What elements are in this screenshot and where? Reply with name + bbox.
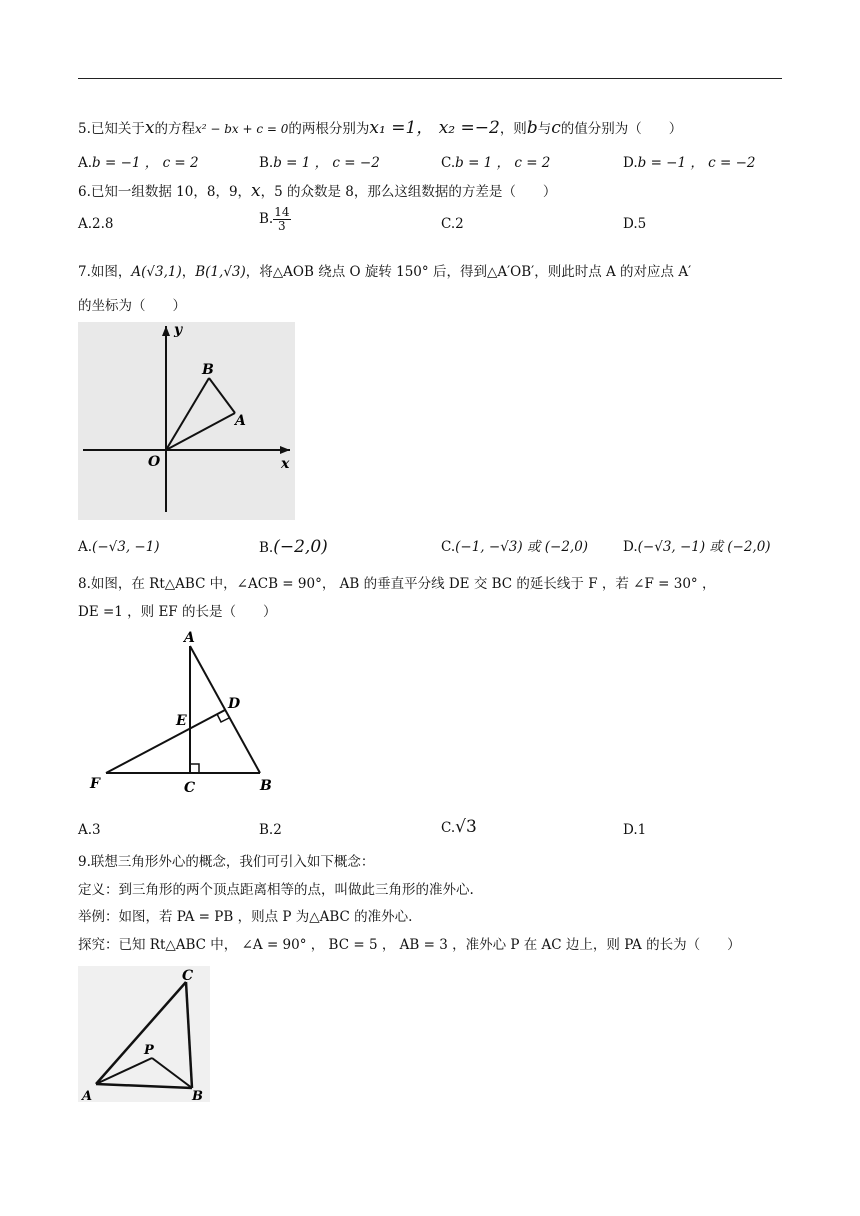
q7-x-arrow (280, 446, 290, 454)
q8-option-b-text: 2 (273, 822, 282, 838)
q5-option-b-text: b = 1 ， c = −2 (273, 155, 380, 171)
q8-label-f: F (90, 776, 100, 792)
q5-yu: 与 (537, 121, 552, 137)
q8-option-a-text: 3 (92, 822, 101, 838)
q6-option-c-text: 2 (455, 216, 464, 232)
q8-segment-fd (106, 710, 225, 773)
q8-option-a-label: A. (78, 822, 93, 838)
q5-equation: x² − bx + c = 0 (194, 122, 289, 136)
q8-option-d[interactable] (623, 821, 646, 839)
q8-option-b-label: B. (259, 822, 274, 838)
q8-right-angle-c (190, 764, 199, 773)
q7-label-b: B (202, 362, 214, 378)
q8-label-b: B (260, 778, 272, 794)
q6-option-b-fraction (273, 206, 290, 233)
q7-option-d[interactable] (623, 538, 771, 556)
q7-figure-svg (78, 322, 295, 520)
q6-option-a-text: 2.8 (92, 216, 114, 232)
q7-figure (78, 322, 295, 520)
q6-option-a[interactable] (78, 215, 114, 233)
q9-label-a: A (82, 1089, 93, 1102)
q6-stem-b: ，5 的众数是 8，那么这组数据的方差是（ ） (260, 184, 557, 200)
q7-option-b-label: B. (259, 540, 274, 556)
q5-var-b: b (526, 118, 538, 138)
q5-option-a[interactable] (78, 154, 199, 172)
q6-frac-den: 3 (278, 219, 286, 233)
q8-option-c-text: √3 (455, 817, 477, 837)
q5-stem-c: 的两根分别为 (288, 121, 370, 137)
q8-figure (78, 628, 278, 798)
q6-frac-num: 14 (274, 205, 290, 219)
q7-label-o: O (148, 454, 161, 470)
q6-option-c-label: C. (441, 216, 456, 232)
header-rule (78, 78, 782, 79)
q9-segment-ac (96, 982, 186, 1084)
q6-option-b[interactable] (259, 206, 291, 233)
q8-segment-ab (190, 646, 260, 773)
q8-label-a: A (184, 630, 195, 646)
q9-figure-svg (78, 966, 210, 1102)
q8-option-b[interactable] (259, 821, 282, 839)
q6-option-d-label: D. (623, 216, 638, 232)
q6-stem (78, 182, 556, 201)
q7-stem-a: 7.如图， (78, 264, 132, 280)
q5-option-c-text: b = 1 ， c = 2 (455, 155, 551, 171)
q8-option-a[interactable] (78, 821, 101, 839)
q7-option-c-label: C. (441, 539, 456, 555)
q5-option-c-label: C. (441, 155, 456, 171)
q8-stem-a: 8.如图，在 Rt△ABC 中，∠ACB = 90°， AB 的垂直平分线 DE 交 BC 的延长线于 F ，若 ∠F = 30° ， (78, 576, 716, 592)
q7-label-y: y (174, 322, 183, 338)
q6-option-b-label: B. (259, 211, 274, 227)
q5-roots: x₁ =1， x₂ =−2 (369, 118, 500, 138)
q6-option-a-label: A. (78, 216, 93, 232)
q8-label-e: E (176, 713, 187, 729)
q7-option-b-text: (−2,0) (273, 537, 328, 557)
q9-segment-pb (152, 1058, 192, 1088)
q6-var-x: x (251, 181, 261, 201)
q5-option-d-text: b = −1 ， c = −2 (637, 155, 756, 171)
q5-option-a-text: b = −1 ， c = 2 (92, 155, 199, 171)
q8-figure-svg (78, 628, 278, 798)
q8-option-d-label: D. (623, 822, 638, 838)
q8-label-d: D (228, 696, 241, 712)
q9-label-p: P (144, 1043, 154, 1058)
q7-y-arrow (162, 326, 170, 336)
q9-label-b: B (192, 1089, 203, 1102)
q9-line3: 举例：如图，若 PA = PB ，则点 P 为△ABC 的准外心. (78, 909, 413, 925)
q9-figure (78, 966, 210, 1102)
q5-var-c: c (551, 118, 561, 138)
q8-option-c-label: C. (441, 820, 456, 836)
q8-label-c: C (184, 780, 196, 796)
q5-stem-a: 5.已知关于 (78, 121, 145, 137)
q9-segment-pa (96, 1058, 152, 1084)
q5-option-d[interactable] (623, 154, 756, 172)
q7-stem (78, 263, 691, 281)
q9-line4: 探究：已知 Rt△ABC 中， ∠A = 90° ， BC = 5 ， AB = 3 ，准外心 P 在 AC 边上，则 PA 的长为（ ） (78, 937, 741, 953)
q7-option-a[interactable] (78, 538, 160, 556)
q7-option-a-text: (−√3, −1) (92, 539, 160, 555)
q8-stem-b: DE =1 ，则 EF 的长是（ ） (78, 604, 277, 620)
q7-option-d-text: (−√3, −1) 或 (−2,0) (637, 539, 771, 555)
q5-var-x: x (144, 118, 155, 138)
q5-stem (78, 119, 682, 138)
q5-option-c[interactable] (441, 154, 550, 172)
q5-option-a-label: A. (78, 155, 93, 171)
q7-option-a-label: A. (78, 539, 93, 555)
q6-option-c[interactable] (441, 215, 464, 233)
q8-option-d-text: 1 (637, 822, 647, 838)
q7-option-c-text: (−1, −√3) 或 (−2,0) (455, 539, 589, 555)
q7-stem-b: ，将△AOB 绕点 O 旋转 150° 后，得到△A′OB′，则此时点 A 的对应点 A′ (245, 264, 692, 280)
q7-point-a: A(√3,1) (131, 264, 182, 280)
q8-option-c[interactable] (441, 818, 477, 837)
q6-stem-a: 6.已知一组数据 10，8，9， (78, 184, 252, 200)
q7-label-a: A (235, 413, 246, 429)
q7-segment-ba (209, 378, 235, 413)
q7-option-b[interactable] (259, 538, 328, 557)
q7-point-b: B(1,√3) (195, 264, 246, 280)
q5-stem-b: 的方程 (154, 121, 195, 137)
q7-option-c[interactable] (441, 538, 588, 556)
q9-line1: 9.联想三角形外心的概念，我们可引入如下概念： (78, 854, 375, 870)
q5-option-b[interactable] (259, 154, 380, 172)
q5-option-d-label: D. (623, 155, 638, 171)
q7-stem-c: 的坐标为（ ） (78, 298, 186, 314)
q6-option-d[interactable] (623, 215, 646, 233)
q7-option-d-label: D. (623, 539, 638, 555)
q9-segment-cb (186, 982, 192, 1088)
q9-segment-ab (96, 1084, 192, 1088)
q5-stem-d: ，则 (499, 121, 527, 137)
q6-option-d-text: 5 (637, 216, 647, 232)
q9-line2: 定义：到三角形的两个顶点距离相等的点，叫做此三角形的准外心. (78, 882, 474, 898)
q5-stem-e: 的值分别为（ ） (560, 121, 683, 137)
q7-sep: ， (181, 264, 196, 280)
q9-label-c: C (182, 968, 194, 984)
q7-label-x: x (281, 456, 290, 472)
q5-option-b-label: B. (259, 155, 274, 171)
